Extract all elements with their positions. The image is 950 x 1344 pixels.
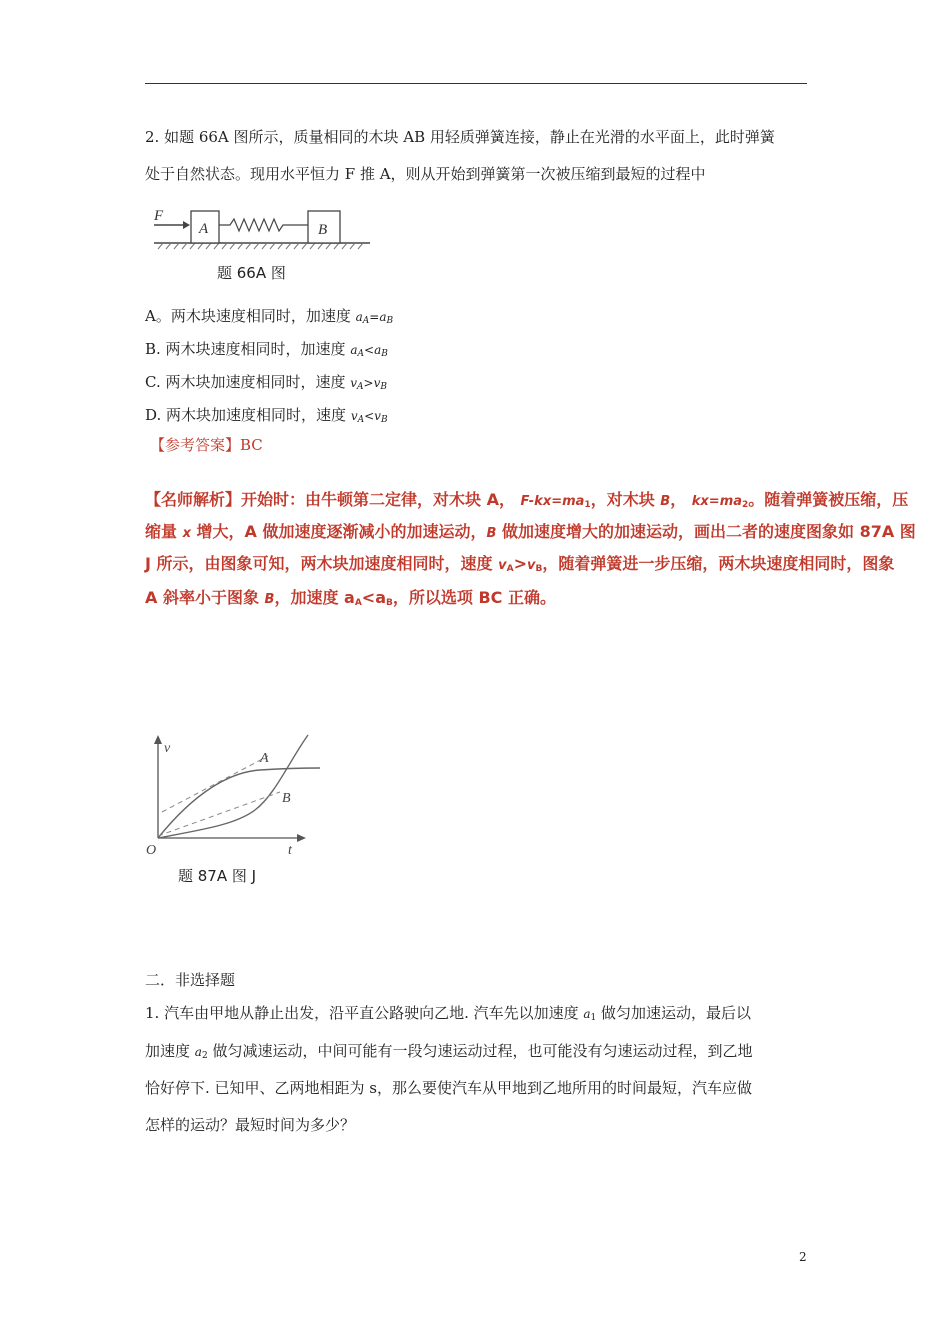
s2-q1-line-4: 怎样的运动？最短时间为多少？ [145, 1116, 356, 1134]
q2-line-1: 2. 如题 66A 图所示，质量相同的木块 AB 用轻质弹簧连接，静止在光滑的水平面上，此时弹簧 [145, 128, 775, 146]
option-c[interactable]: C. 两木块加速度相同时，速度 $v_A>v_B$ [145, 373, 387, 392]
curve-a-label: A [260, 751, 269, 766]
section-heading: 二．非选择题 [145, 971, 236, 989]
explanation-line-3: J 所示，由图象可知，两木块加速度相同时，速度 $v_A>v_B$，随着弹簧进一步压缩，两木块速度相同时，图象 [145, 554, 895, 574]
y-axis-label: v [164, 741, 171, 756]
reference-answer: 【参考答案】BC [150, 436, 263, 454]
s2-q1-line-3: 恰好停下. 已知甲、乙两地相距为 s，那么要使汽车从甲地到乙地所用的时间最短，汽车应做 [145, 1079, 753, 1097]
figure-66a [150, 205, 375, 255]
page-number: 2 [799, 1250, 807, 1264]
figure-87a [140, 730, 330, 860]
q2-line-2: 处于自然状态。现用水平恒力 F 推 A，则从开始到弹簧第一次被压缩到最短的过程中 [145, 165, 706, 183]
svg-text:A: A [199, 221, 209, 237]
header-rule [145, 83, 807, 84]
x-axis-label: t [288, 843, 292, 858]
force-label: F [154, 208, 164, 224]
curve-a [158, 768, 320, 838]
curve-b-label: B [282, 791, 291, 806]
explanation-line-4: A 斜率小于图象 B，加速度 $a_A<a_B$，所以选项 BC 正确。 [145, 588, 556, 608]
tangent-a [162, 756, 268, 812]
explanation-line-1: 【名师解析】开始时：由牛顿第二定律，对木块 A， $F-kx=ma_1$，对木块 B， $kx=ma_2$。随着弹簧被压缩，压 [145, 490, 909, 510]
tangent-b [158, 792, 280, 836]
curve-b [158, 735, 308, 838]
option-b[interactable]: B. 两木块速度相同时，加速度 $a_A<a_B$ [145, 340, 388, 359]
s2-q1-line-1: 1. 汽车由甲地从静止出发，沿平直公路驶向乙地. 汽车先以加速度 $a_1$ 做匀加速运动，最后以 [145, 1004, 752, 1023]
origin-label: O [146, 843, 157, 858]
svg-text:B: B [318, 222, 328, 238]
option-a[interactable]: A。两木块速度相同时，加速度 $a_A=a_B$ [145, 307, 394, 326]
explanation-line-2: 缩量 x 增大，A 做加速度逐渐减小的加速运动，B 做加速度增大的加速运动，画出二者的速度图象如 87A 图 [145, 522, 916, 541]
option-d[interactable]: D. 两木块加速度相同时，速度 $v_A<v_B$ [145, 406, 388, 425]
s2-q1-line-2: 加速度 $a_2$ 做匀减速运动，中间可能有一段匀速运动过程，也可能没有匀速运动过程，到乙地 [145, 1042, 753, 1061]
figure-87a-caption: 题 87A 图 J [178, 867, 257, 885]
figure-66a-caption: 题 66A 图 [217, 264, 286, 282]
spring [219, 219, 308, 231]
